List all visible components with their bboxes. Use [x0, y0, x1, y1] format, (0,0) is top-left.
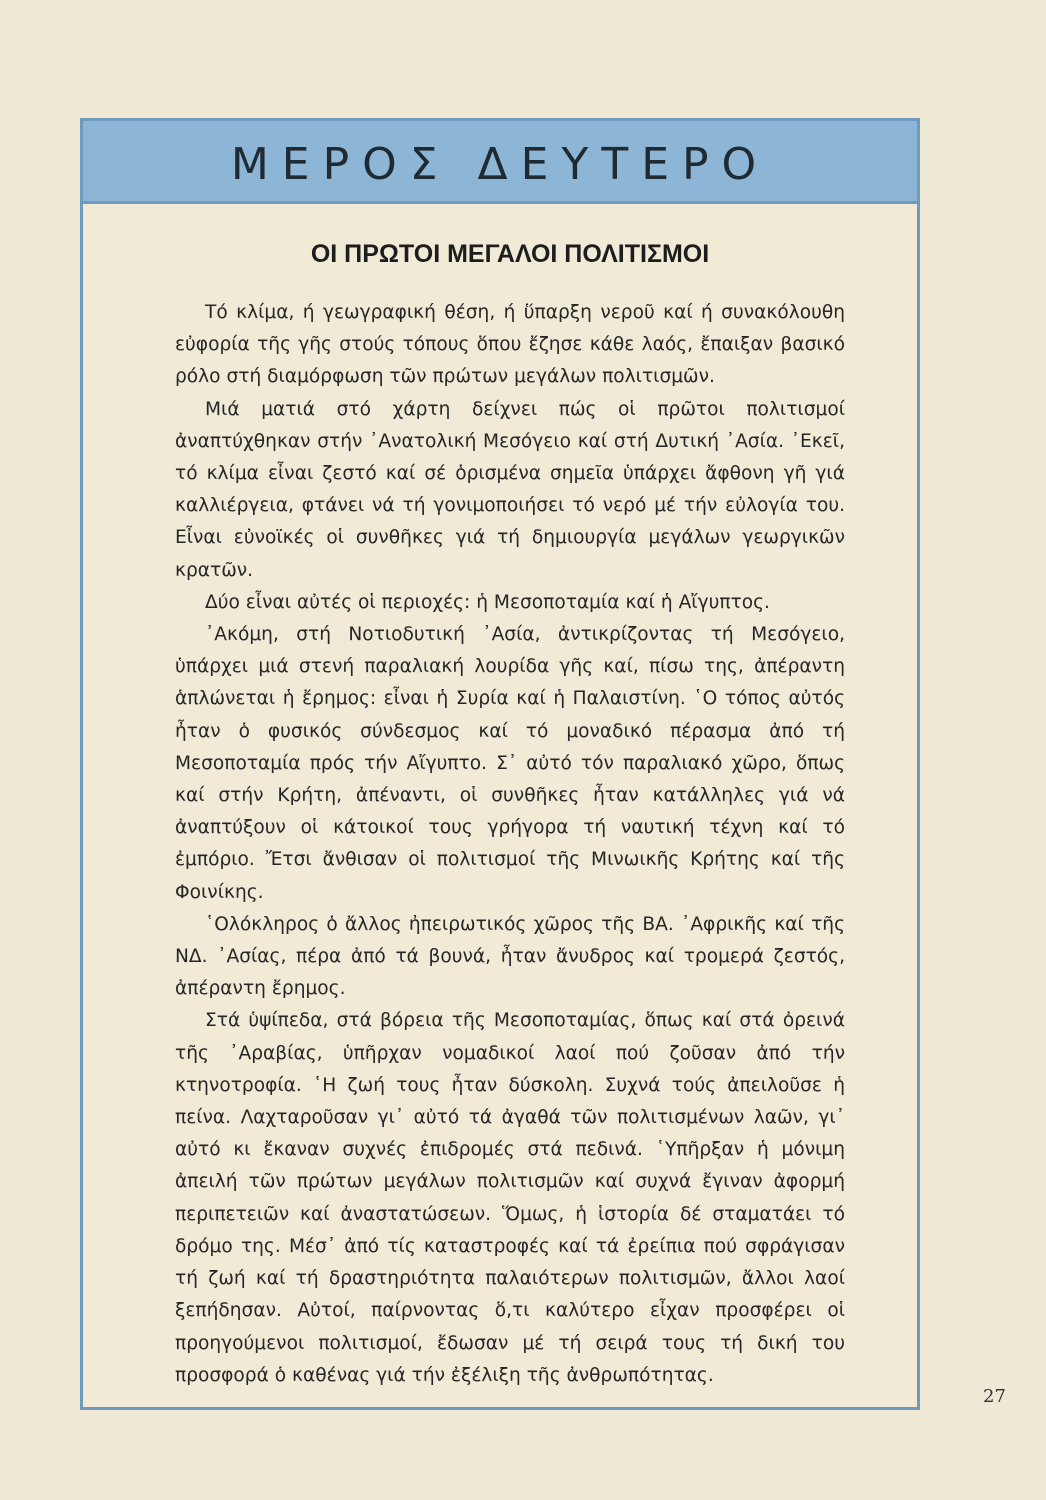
paragraph-1: Τό κλίμα, ή γεωγραφική θέση, ή ὕπαρξη νεροῦ καί ή συνακόλουθη εὐφορία τῆς γῆς στούς τόπους ὅπου ἔζησε κάθε λαός, ἔπαιξαν βασικό ρόλο στή διαμόρφωση τῶν πρώτων μεγάλων πολιτισμῶν.	[175, 302, 845, 388]
paragraph-3: Δύο εἶναι αὐτές οἱ περιοχές: ἡ Μεσοποταμία καί ἡ Αἴγυπτος.	[205, 591, 770, 613]
part-banner	[83, 121, 917, 204]
paragraph-5: ῾Ολόκληρος ὁ ἄλλος ἠπειρωτικός χῶρος τῆς ΒΑ. ᾿Αφρικῆς καί τῆς ΝΔ. ᾿Ασίας, πέρα ἀπό τά βουνά, ἦταν ἄνυδρος καί τρομερά ζεστός, ἀπέραντη ἔρημος.	[175, 913, 845, 1000]
paragraph-6: Στά ὑψίπεδα, στά βόρεια τῆς Μεσοποταμίας, ὅπως καί στά ὀρεινά τῆς ᾿Αραβίας, ὑπῆρχαν νομαδικοί λαοί πού ζοῦσαν ἀπό τήν κτηνοτροφία. ῾Η ζωή τους ἦταν δύσκολη. Συχνά τούς ἀπειλοῦσε ἡ πείνα. Λαχταροῦσαν γι᾿ αὐτό τά ἀγαθά τῶν πολιτισμένων λαῶν, γι᾿ αὐτό κι ἔκαναν συχνές ἐπιδρομές στά πεδινά. ῾Υπῆρξαν ἡ μόνιμη ἀπειλή τῶν πρώτων μεγάλων πολιτισμῶν καί συχνά ἔγιναν ἀφορμή περιπετειῶν καί ἀναστατώσεων. Ὅμως, ἡ ἱστορία δέ σταματάει τό δρόμο της. Μέσ᾿ ἀπό τίς καταστροφές καί τά ἐρείπια πού σφράγισαν τή ζωή καί τή δραστηριότητα παλαιότερων πολιτισμῶν, ἄλλοι λαοί ξεπήδησαν. Αὐτοί, παίρνοντας ὅ,τι καλύτερο εἶχαν προσφέρει οἱ προηγούμενοι πολιτισμοί, ἔδωσαν μέ τή σειρά τους τή δική του προσφορά ὁ καθένας γιά τήν ἐξέλιξη τῆς ἀνθρωπότητας.	[175, 1010, 845, 1386]
page-frame	[80, 118, 920, 1410]
text-body	[83, 204, 917, 1392]
paragraph-2: Μιά ματιά στό χάρτη δείχνει πώς οἱ πρῶτοι πολιτισμοί ἀναπτύχθηκαν στήν ᾿Ανατολική Μεσόγειο καί στή Δυτική ᾿Ασία. ᾿Εκεῖ, τό κλίμα εἶναι ζεστό καί σέ ὁρισμένα σημεῖα ὑπάρχει ἄφθονη γῆ γιά καλλιέργεια, φτάνει νά τή γονιμοποιήσει τό νερό μέ τήν εὐλογία του. Εἶναι εὐνοϊκές οἱ συνθῆκες γιά τή δημιουργία μεγάλων γεωργικῶν κρατῶν.	[175, 398, 845, 581]
chapter-title: ΟΙ ΠΡΩΤΟΙ ΜΕΓΑΛΟΙ ΠΟΛΙΤΙΣΜΟΙ	[310, 240, 710, 268]
part-title: ΜΕΡΟΣ ΔΕΥΤΕΡΟ	[230, 138, 770, 190]
paragraph-4: ᾿Ακόμη, στή Νοτιοδυτική ᾿Ασία, ἀντικρίζοντας τή Μεσόγειο, ὑπάρχει μιά στενή παραλιακή λουρίδα γῆς καί, πίσω της, ἀπέραντη ἁπλώνεται ἡ ἔρημος: εἶναι ἡ Συρία καί ἡ Παλαιστίνη. ῾Ο τόπος αὐτός ἦταν ὁ φυσικός σύνδεσμος καί τό μοναδικό πέρασμα ἀπό τή Μεσοποταμία πρός τήν Αἴγυπτο. Σ᾿ αὐτό τόν παραλιακό χῶρο, ὅπως καί στήν Κρήτη, ἀπέναντι, οἱ συνθῆκες ἦταν κατάλληλες γιά νά ἀναπτύξουν οἱ κάτοικοί τους γρήγορα τή ναυτική τέχνη καί τό ἐμπόριο. Ἔτσι ἄνθισαν οἱ πολιτισμοί τῆς Μινωικῆς Κρήτης καί τῆς Φοινίκης.	[175, 624, 845, 903]
page-number: 27	[983, 1386, 1006, 1407]
